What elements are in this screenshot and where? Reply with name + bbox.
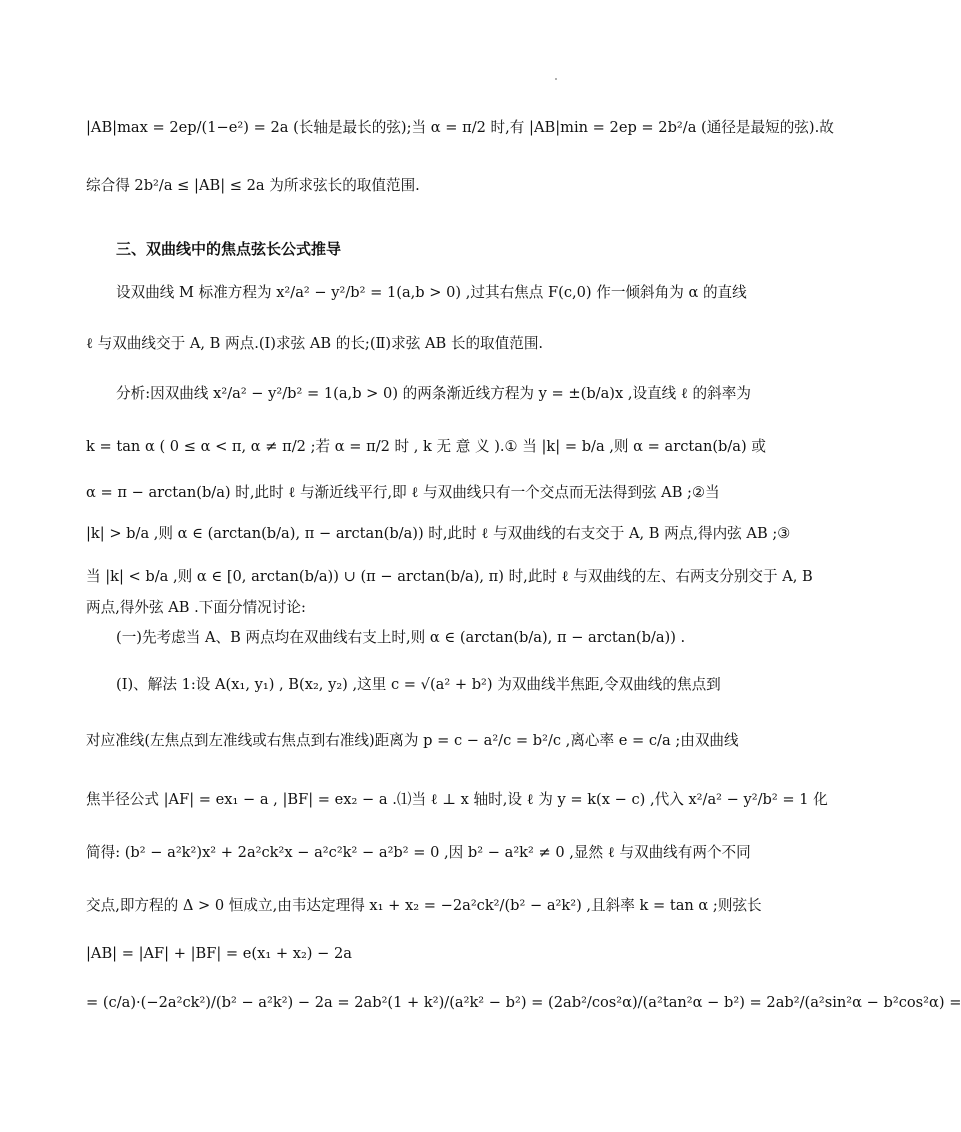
text-line-11: 两点,得外弦 AB .下面分情况讨论:	[86, 599, 306, 616]
text-line-18: |AB| = |AF| + |BF| = e(x₁ + x₂) − 2a	[86, 945, 352, 962]
text-line-16: 简得: (b² − a²k²)x² + 2a²ck²x − a²c²k² − a²b² = 0 ,因 b² − a²k² ≠ 0 ,显然 ℓ 与双曲线有两个不同	[86, 844, 751, 861]
text-line-8: α = π − arctan(b/a) 时,此时 ℓ 与渐近线平行,即 ℓ 与双曲线只有一个交点而无法得到弦 AB ;②当	[86, 484, 720, 501]
text-line-17: 交点,即方程的 Δ > 0 恒成立,由韦达定理得 x₁ + x₂ = −2a²ck²/(b² − a²k²) ,且斜率 k = tan α ;则弦长	[86, 897, 762, 914]
text-line-4: 设双曲线 M 标准方程为 x²/a² − y²/b² = 1(a,b > 0) ,过其右焦点 F(c,0) 作一倾斜角为 α 的直线	[116, 284, 747, 301]
text-line-6: 分析:因双曲线 x²/a² − y²/b² = 1(a,b > 0) 的两条渐近线方程为 y = ±(b/a)x ,设直线 ℓ 的斜率为	[116, 385, 751, 402]
text-line-12: (一)先考虑当 A、B 两点均在双曲线右支上时,则 α ∈ (arctan(b/a), π − arctan(b/a)) .	[116, 629, 686, 646]
page-speck	[555, 78, 557, 80]
text-line-7: k = tan α ( 0 ≤ α < π, α ≠ π/2 ;若 α = π/2 时 , k 无 意 义 ).① 当 |k| = b/a ,则 α = arctan(b/a) 或	[86, 438, 766, 455]
text-line-13: (Ⅰ)、解法 1:设 A(x₁, y₁) , B(x₂, y₂) ,这里 c = √(a² + b²) 为双曲线半焦距,令双曲线的焦点到	[116, 676, 721, 693]
text-line-19: = (c/a)·(−2a²ck²)/(b² − a²k²) − 2a = 2ab²(1 + k²)/(a²k² − b²) = (2ab²/cos²α)/(a²tan²α − b²) = 2ab²/(a²sin²α − b²cos²α) =	[86, 994, 961, 1011]
text-line-1: |AB|max = 2ep/(1−e²) = 2a (长轴是最长的弦);当 α = π/2 时,有 |AB|min = 2ep = 2b²/a (通径是最短的弦).故	[86, 119, 834, 136]
text-line-9: |k| > b/a ,则 α ∈ (arctan(b/a), π − arctan(b/a)) 时,此时 ℓ 与双曲线的右支交于 A, B 两点,得内弦 AB ;③	[86, 525, 791, 542]
text-line-14: 对应准线(左焦点到左准线或右焦点到右准线)距离为 p = c − a²/c = b²/c ,离心率 e = c/a ;由双曲线	[86, 732, 739, 749]
text-line-10: 当 |k| < b/a ,则 α ∈ [0, arctan(b/a)) ∪ (π − arctan(b/a), π) 时,此时 ℓ 与双曲线的左、右两支分别交于 A, B	[86, 568, 813, 585]
text-line-5: ℓ 与双曲线交于 A, B 两点.(Ⅰ)求弦 AB 的长;(Ⅱ)求弦 AB 长的取值范围.	[86, 335, 544, 352]
text-line-15: 焦半径公式 |AF| = ex₁ − a , |BF| = ex₂ − a .⑴当 ℓ ⊥ x 轴时,设 ℓ 为 y = k(x − c) ,代入 x²/a² − y²/b² = 1 化	[86, 791, 828, 808]
section-heading: 三、双曲线中的焦点弦长公式推导	[116, 240, 342, 258]
text-line-2: 综合得 2b²/a ≤ |AB| ≤ 2a 为所求弦长的取值范围.	[86, 177, 420, 194]
